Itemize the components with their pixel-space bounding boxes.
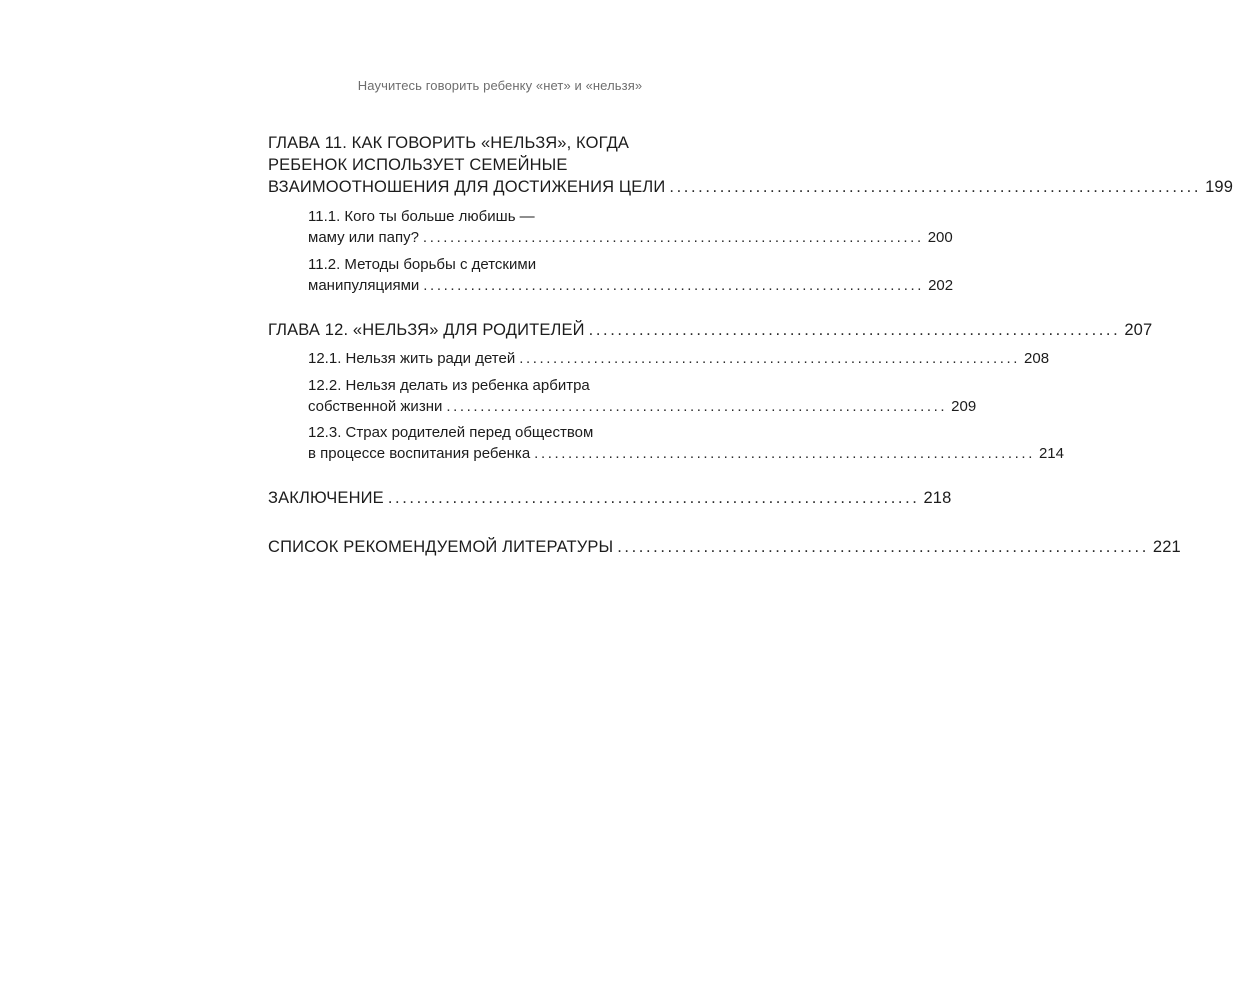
- page-number: 208: [1024, 350, 1050, 367]
- dot-leader: ..........................................................................: [669, 178, 1202, 196]
- dot-leader: ..........................................................................: [534, 445, 1035, 462]
- toc-entry-text: 11.1. Кого ты больше любишь —: [308, 208, 535, 225]
- toc-entry-section-11-2: [268, 254, 954, 296]
- toc-entry-text: в процессе воспитания ребенка: [308, 445, 531, 462]
- toc-entry-text: ВЗАИМООТНОШЕНИЯ ДЛЯ ДОСТИЖЕНИЯ ЦЕЛИ: [268, 178, 666, 196]
- dot-leader: ..........................................................................: [588, 321, 1121, 339]
- toc-entry-text: 12.2. Нельзя делать из ребенка арбитра: [308, 377, 590, 394]
- toc-entry-text: 11.2. Методы борьбы с детскими: [308, 256, 537, 273]
- dot-leader: ..........................................................................: [387, 489, 920, 507]
- toc-entry-section-12-2: [268, 375, 977, 417]
- toc-entry-section-12-3: [268, 422, 1064, 464]
- toc-entry-section-12-1: [268, 348, 1050, 369]
- toc-entry-text: ГЛАВА 11. КАК ГОВОРИТЬ «НЕЛЬЗЯ», КОГДА: [268, 134, 630, 152]
- toc-entry-text: ГЛАВА 12. «НЕЛЬЗЯ» ДЛЯ РОДИТЕЛЕЙ: [268, 321, 585, 339]
- page-number: 199: [1205, 178, 1233, 196]
- page-number: 207: [1124, 321, 1153, 339]
- dot-leader: ..........................................................................: [423, 277, 925, 294]
- dot-leader: ..........................................................................: [446, 398, 948, 415]
- dot-leader: ..........................................................................: [617, 538, 1149, 556]
- dot-leader: ..........................................................................: [422, 229, 924, 246]
- toc-entry-text: 12.1. Нельзя жить ради детей: [308, 350, 516, 367]
- toc-entry-section-11-1: [268, 206, 953, 248]
- toc-entry-literature: [268, 536, 1181, 558]
- page-number: 214: [1038, 445, 1064, 462]
- toc-entry-text: 12.3. Страх родителей перед обществом: [308, 424, 594, 441]
- toc-entry-chapter-12: [268, 319, 1153, 341]
- toc-entry-chapter-11: [268, 132, 1233, 198]
- page-number: 218: [923, 489, 952, 507]
- toc-entry-text: РЕБЕНОК ИСПОЛЬЗУЕТ СЕМЕЙНЫЕ: [268, 156, 568, 174]
- toc-entry-text: собственной жизни: [308, 398, 443, 415]
- toc-entry-conclusion: [268, 487, 952, 509]
- dot-leader: ..........................................................................: [519, 350, 1021, 367]
- page-number: 221: [1152, 538, 1181, 556]
- page-number: 209: [951, 398, 977, 415]
- running-header: Научитесь говорить ребенку «нет» и «нельзя»: [357, 78, 643, 93]
- toc-entry-text: СПИСОК РЕКОМЕНДУЕМОЙ ЛИТЕРАТУРЫ: [268, 538, 614, 556]
- toc-entry-text: ЗАКЛЮЧЕНИЕ: [268, 489, 384, 507]
- toc-entry-text: маму или папу?: [308, 229, 419, 246]
- page-number: 200: [927, 229, 953, 246]
- toc-entry-text: манипуляциями: [308, 277, 420, 294]
- page-number: 202: [928, 277, 954, 294]
